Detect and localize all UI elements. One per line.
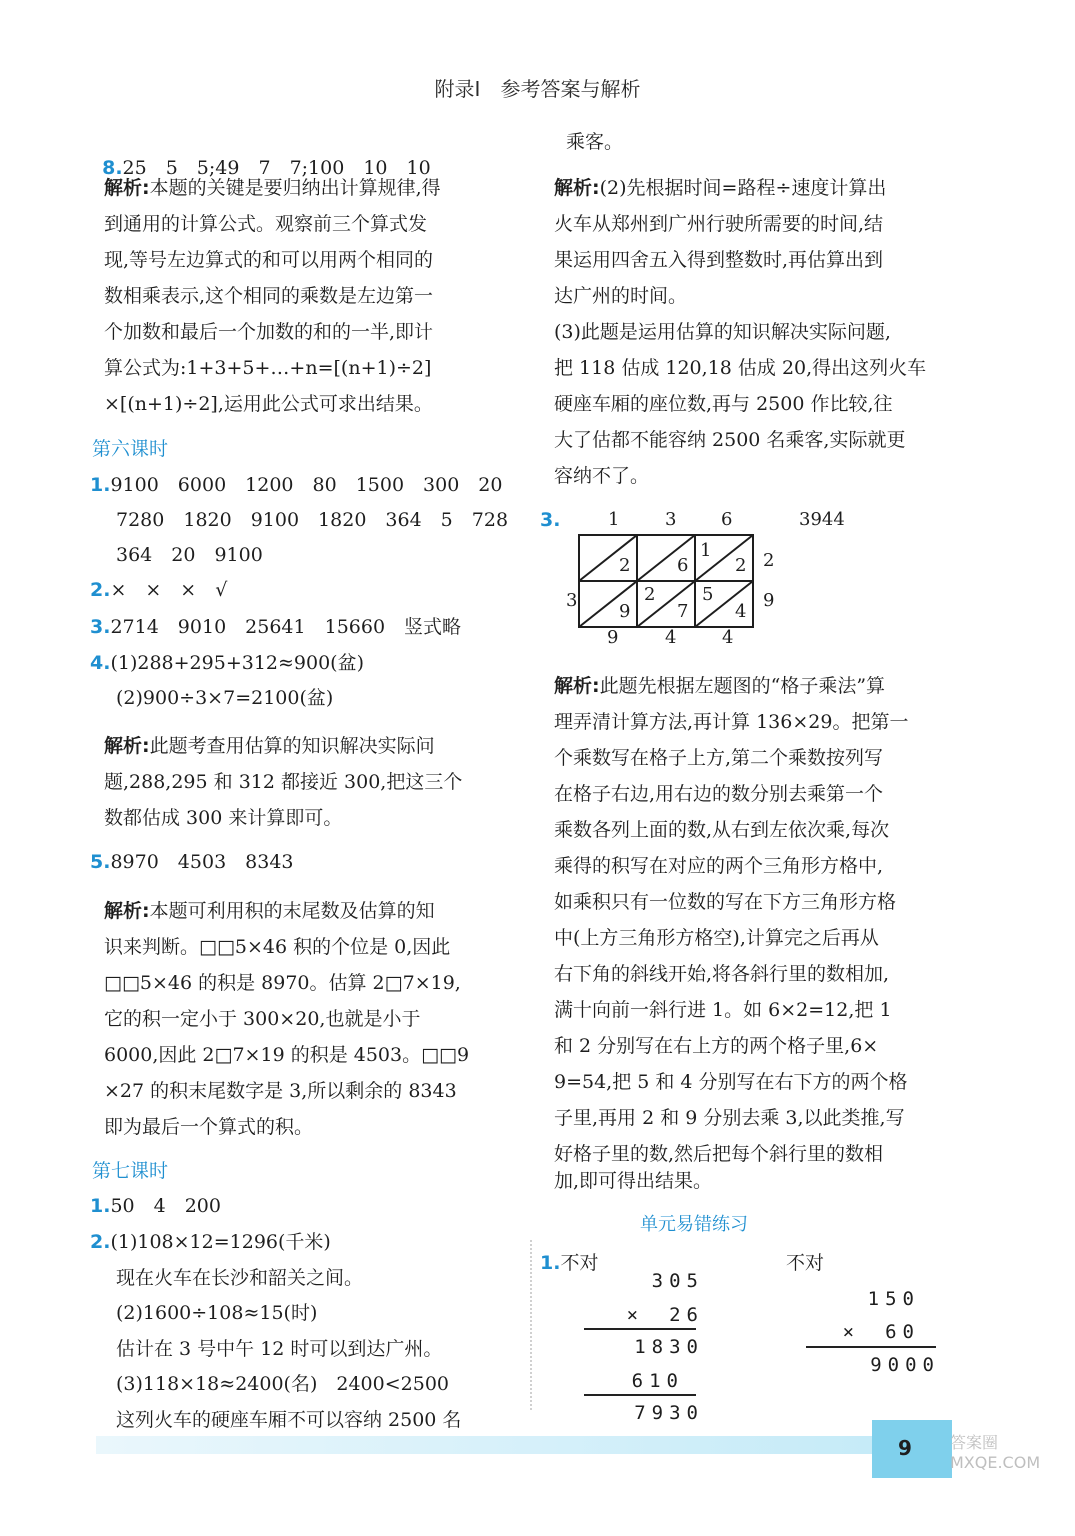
calc-a-partial-1: 1830 [634, 1336, 704, 1358]
page-header: 附录Ⅰ 参考答案与解析 [434, 77, 641, 101]
calc-b-multiplicand: 150 [867, 1288, 920, 1310]
q-number: 2. [90, 579, 111, 601]
line: 把 118 估成 120,18 估成 20,得出这列火车 [554, 357, 927, 379]
explanation-label: 解析: [554, 675, 600, 697]
line: 达广州的时间。 [554, 285, 688, 307]
line: 这列火车的硬座车厢不可以容纳 2500 名 [116, 1409, 462, 1431]
cell-lower: 2 [619, 555, 631, 576]
calc-b-rule [806, 1346, 936, 1348]
lesson-7-title: 第七课时 [92, 1160, 169, 1182]
cell-lower: 4 [735, 601, 747, 622]
line: 6000,因此 2□7×19 的积是 4503。□□9 [104, 1044, 470, 1066]
line: 现,等号左边算式的和可以用两个相同的 [104, 249, 434, 271]
line: 右下角的斜线开始,将各斜行里的数相加, [554, 963, 890, 985]
explanation-label: 解析: [104, 900, 150, 922]
line: (1)108×12=1296(千米) [110, 1231, 331, 1253]
cell-upper: 1 [700, 540, 712, 561]
line: (2)900÷3×7=2100(盆) [116, 687, 334, 709]
line: 在格子右边,用右边的数分别去乘第一个 [554, 783, 884, 805]
calc-a-multiplier: × 26 [626, 1304, 704, 1326]
column-divider [530, 1240, 532, 1410]
cell-upper: 2 [644, 584, 656, 605]
answer: 8970 4503 8343 [110, 851, 294, 873]
line: 好格子里的数,然后把每个斜行里的数相 [554, 1143, 884, 1165]
line: 果运用四舍五入得到整数时,再估算出到 [554, 249, 884, 271]
bottom-digit: 9 [607, 627, 619, 648]
line: 本题的关键是要归纳出计算规律,得 [149, 177, 441, 199]
lesson-6-title: 第六课时 [92, 438, 169, 460]
line: 7280 1820 9100 1820 364 5 728 [116, 509, 509, 531]
line: □□5×46 的积是 8970。估算 2□7×19, [104, 972, 461, 994]
cell-lower: 7 [677, 601, 689, 622]
line: 个加数和最后一个加数的和的一半,即计 [104, 321, 434, 343]
line: 大了估都不能容纳 2500 名乘客,实际就更 [554, 429, 906, 451]
verdict-a: 不对 [560, 1252, 599, 1274]
verdict-b: 不对 [786, 1252, 825, 1274]
footer-band [96, 1436, 872, 1454]
q-number: 1. [90, 474, 111, 496]
explanation-label: 解析: [104, 735, 150, 757]
line: 加,即可得出结果。 [554, 1170, 713, 1192]
calc-b-multiplier: × 60 [842, 1321, 920, 1343]
line: 它的积一定小于 300×20,也就是小于 [104, 1008, 421, 1030]
q-number: 1. [540, 1252, 561, 1274]
line: 满十向前一斜行进 1。如 6×2=12,把 1 [554, 999, 892, 1021]
calc-a-rule [584, 1328, 696, 1330]
unit-error-practice-title: 单元易错练习 [640, 1214, 748, 1235]
q8-answer: 25 5 5;49 7 7;100 10 10 [122, 157, 431, 179]
line: 个乘数写在格子上方,第二个乘数按列写 [554, 747, 884, 769]
q-number: 5. [90, 851, 111, 873]
line: ×[(n+1)÷2],运用此公式可求出结果。 [104, 393, 433, 415]
answer: 50 4 200 [110, 1195, 221, 1217]
line: 数都估成 300 来计算即可。 [104, 807, 343, 829]
explanation-label: 解析: [554, 177, 600, 199]
line: 乘得的积写在对应的两个三角形方格中, [554, 855, 884, 877]
calc-a-product: 7930 [634, 1402, 704, 1424]
q8 [90, 129, 431, 181]
lattice-diagram [560, 505, 845, 655]
cell-lower: 9 [619, 601, 631, 622]
line: 如乘积只有一位数的写在下方三角形方格 [554, 891, 897, 913]
calc-a-rule [584, 1394, 696, 1396]
line: ×27 的积末尾数字是 3,所以剩余的 8343 [104, 1080, 457, 1102]
line: 364 20 9100 [116, 544, 263, 566]
line: 此题先根据左题图的“格子乘法”算 [599, 675, 886, 697]
answer: 2714 9010 25641 15660 竖式略 [110, 616, 462, 638]
calc-b-product: 9000 [870, 1354, 940, 1376]
line: 9=54,把 5 和 4 分别写在右下方的两个格 [554, 1071, 908, 1093]
line: 中(上方三角形方格空),计算完之后再从 [554, 927, 879, 949]
line: 数相乘表示,这个相同的乘数是左边第一 [104, 285, 434, 307]
cell-upper: 5 [702, 584, 714, 605]
line: 即为最后一个算式的积。 [104, 1116, 314, 1138]
cell-lower: 6 [677, 555, 689, 576]
line: 硬座车厢的座位数,再与 2500 作比较,往 [554, 393, 893, 415]
top-digit: 3 [665, 509, 677, 530]
line: (3)此题是运用估算的知识解决实际问题, [554, 321, 891, 343]
line: 估计在 3 号中午 12 时可以到达广州。 [116, 1338, 443, 1360]
lattice-grid [579, 535, 753, 627]
line: (2)1600÷108≈15(时) [116, 1302, 318, 1324]
line: 到通用的计算公式。观察前三个算式发 [104, 213, 428, 235]
line: 本题可利用积的末尾数及估算的知 [149, 900, 435, 922]
result-number: 3944 [799, 509, 845, 530]
line: 理弄清计算方法,再计算 136×29。把第一 [554, 711, 909, 733]
left-digit: 3 [566, 590, 578, 611]
cell-lower: 2 [735, 555, 747, 576]
line: (2)先根据时间=路程÷速度计算出 [599, 177, 887, 199]
calc-a-partial-2: 610 [631, 1370, 684, 1392]
answer: × × × √ [110, 579, 228, 601]
q8-number: 8. [102, 157, 123, 179]
line: 9100 6000 1200 80 1500 300 20 [110, 474, 503, 496]
line: 题,288,295 和 312 都接近 300,把这三个 [104, 771, 463, 793]
watermark: 答案圈 MXQE.COM [950, 1433, 1041, 1472]
q3-number: 3. [540, 509, 561, 531]
page-number: 9 [898, 1436, 912, 1460]
q-number: 4. [90, 652, 111, 674]
page-number-box [872, 1420, 952, 1478]
right-digit: 9 [763, 590, 775, 611]
q-number: 1. [90, 1195, 111, 1217]
line: (3)118×18≈2400(名) 2400<2500 [116, 1373, 450, 1395]
calc-a-multiplicand: 305 [651, 1270, 704, 1292]
line: 此题考查用估算的知识解决实际问 [149, 735, 435, 757]
line: 和 2 分别写在右上方的两个格子里,6× [554, 1035, 879, 1057]
line: 识来判断。□□5×46 积的个位是 0,因此 [104, 936, 451, 958]
top-digit: 1 [608, 509, 620, 530]
line: 算公式为:1+3+5+…+n=[(n+1)÷2] [104, 357, 432, 379]
explanation-label: 解析: [104, 177, 150, 199]
top-digit: 6 [721, 509, 733, 530]
line: (1)288+295+312≈900(盆) [110, 652, 365, 674]
line: 火车从郑州到广州行驶所需要的时间,结 [554, 213, 884, 235]
line: 乘数各列上面的数,从右到左依次乘,每次 [554, 819, 890, 841]
line: 容纳不了。 [554, 465, 650, 487]
bottom-digit: 4 [722, 627, 734, 648]
right-digit: 2 [763, 550, 775, 571]
q-number: 2. [90, 1231, 111, 1253]
line: 现在火车在长沙和韶关之间。 [116, 1267, 364, 1289]
continued-text: 乘客。 [566, 131, 624, 153]
line: 子里,再用 2 和 9 分别去乘 3,以此类推,写 [554, 1107, 905, 1129]
q-number: 3. [90, 616, 111, 638]
bottom-digit: 4 [665, 627, 677, 648]
